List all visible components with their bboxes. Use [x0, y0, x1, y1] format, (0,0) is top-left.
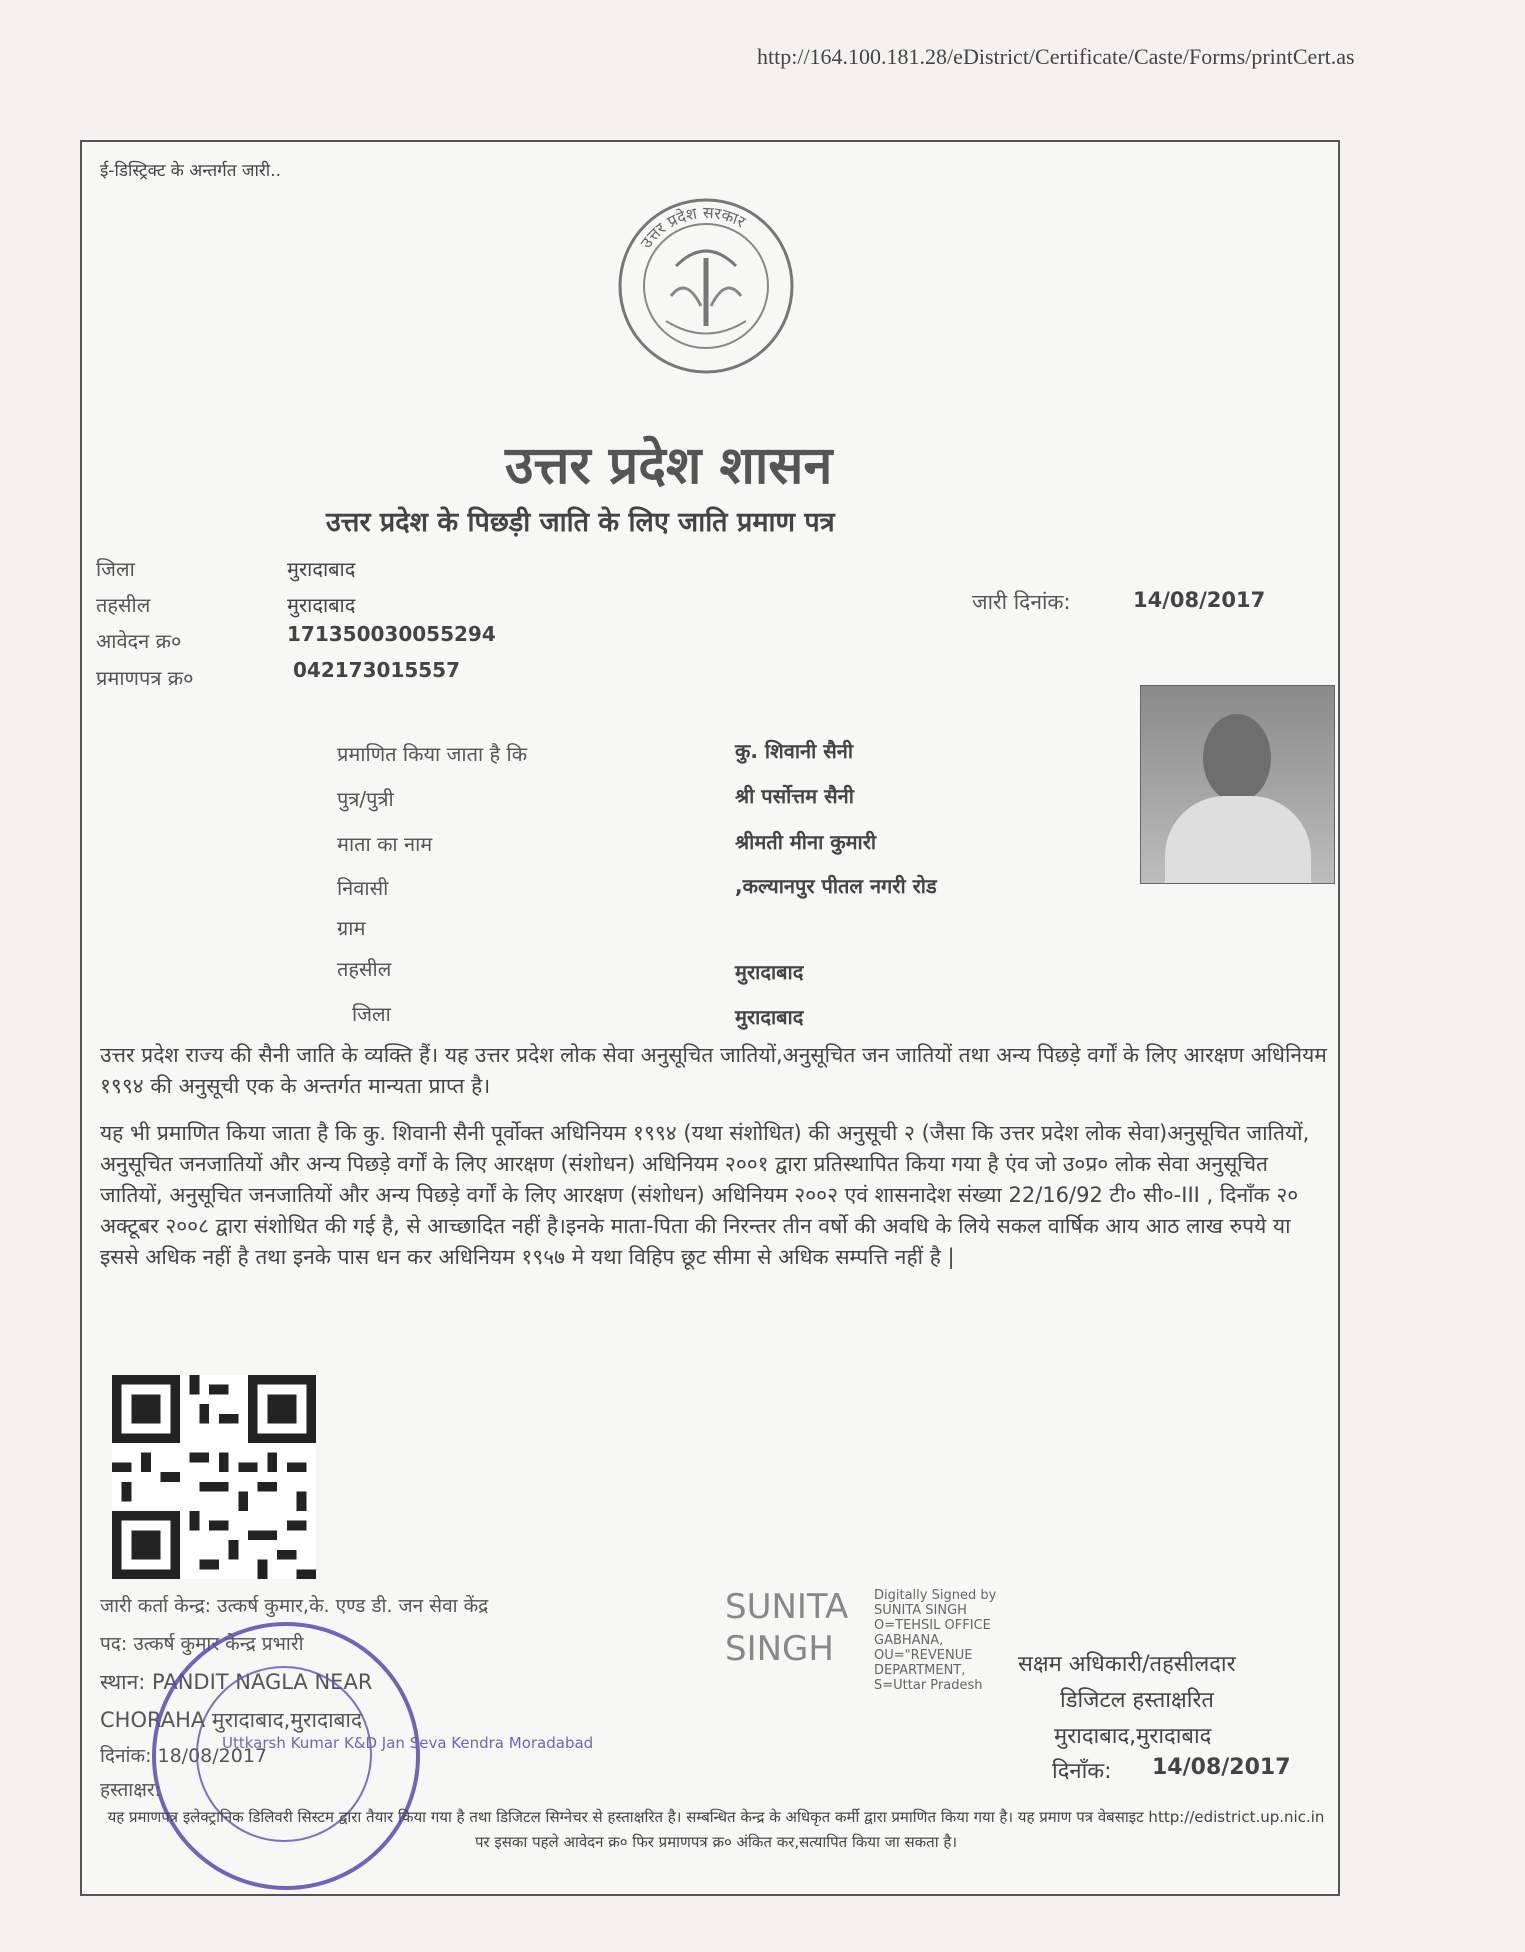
detail-value-name: कु. शिवानी सैनी: [735, 739, 854, 763]
svg-text:उत्तर प्रदेश सरकार: [636, 203, 749, 252]
detail-label-resident: निवासी: [337, 876, 389, 900]
url-header: http://164.100.181.28/eDistrict/Certificate/Caste/Forms/printCert.as: [757, 44, 1355, 69]
place-line-1: स्थान: PANDIT NAGLA NEAR: [100, 1670, 373, 1694]
applicant-photo: [1140, 685, 1335, 884]
certificate-no-label: प्रमाणपत्र क्र०: [96, 666, 194, 690]
authority-digital-signed: डिजिटल हस्ताक्षरित: [1060, 1688, 1214, 1713]
detail-label-district: जिला: [352, 1002, 391, 1026]
certificate-paragraph-1: उत्तर प्रदेश राज्य की सैनी जाति के व्यक्ति हैं। यह उत्तर प्रदेश लोक सेवा अनुसूचित जातियों,अनुसूचित जन जातियों तथा अन्य पिछड़े वर्गों के लिए आरक्षण अधिनियम १९९४ की अनुसूची एक के अन्तर्गत मान्यता प्राप्त है।: [100, 1043, 1327, 1098]
detail-label-son-daughter: पुत्र/पुत्री: [337, 787, 394, 811]
tehsil-value: मुरादाबाद: [287, 593, 356, 617]
photo-face: [1203, 714, 1271, 802]
district-label: जिला: [96, 557, 135, 581]
detail-value-resident: ,कल्यानपुर पीतल नगरी रोड: [735, 874, 937, 898]
signature-label: हस्ताक्षर:: [100, 1779, 162, 1801]
certificate-paragraph-2: यह भी प्रमाणित किया जाता है कि कु. शिवानी सैनी पूर्वोक्त अधिनियम १९९४ (यथा संशोधित) की अनुसूची २ (जैसा कि उत्तर प्रदेश लोक सेवा)अनुसूचित जातियों, अनुसूचित जनजातियों और अन्य पिछड़े वर्गों के लिए आरक्षण (संशोधन) अधिनियम २००१ द्वारा प्रतिस्थापित किया गया है एंव जो उ०प्र० लोक सेवा अनुसूचित जातियों, अनुसूचित जनजातियों और अन्य पिछड़े वर्गों के लिए आरक्षण (संशोधन) अधिनियम २००२ एवं शासनादेश संख्या 22/16/92 टी० सी०-III , दिनाँक २० अक्टूबर २००८ द्वारा संशोधित की गई है, से आच्छादित नहीं है।इनके माता-पिता की निरन्तर तीन वर्षो की अवधि के लिये सकल वार्षिक आय आठ लाख रुपये या इससे अधिक नहीं है तथा इनके पास धन कर अधिनियम १९५७ मे यथा विहिप छूट सीमा से अधिक सम्पत्ति नहीं है |: [100, 1121, 1310, 1269]
detail-label-mother: माता का नाम: [337, 832, 433, 856]
authority-location: मुरादाबाद,मुरादाबाद: [1054, 1724, 1212, 1749]
district-value: मुरादाबाद: [287, 557, 356, 581]
authority-date: 14/08/2017: [1152, 1755, 1291, 1780]
authority-title: सक्षम अधिकारी/तहसीलदार: [1018, 1652, 1236, 1677]
state-title: उत्तर प्रदेश शासन: [505, 436, 833, 496]
place-line-2: CHORAHA मुरादाबाद,मुरादाबाद: [100, 1708, 363, 1732]
application-no-label: आवेदन क्र०: [96, 629, 182, 653]
footer-date: दिनांक: 18/08/2017: [100, 1745, 268, 1767]
detail-value-father: श्री पर्सोत्तम सैनी: [735, 784, 854, 808]
digital-signature-note: Digitally Signed by SUNITA SINGH O=TEHSIL OFFICE GABHANA, OU="REVENUE DEPARTMENT, S=Uttar Pradesh: [874, 1588, 997, 1693]
issued-under-text: ई-डिस्ट्रिक्ट के अन्तर्गत जारी..: [100, 161, 282, 181]
up-emblem-seal: [616, 196, 796, 376]
detail-value-district: मुरादाबाद: [735, 1005, 804, 1029]
stamp-text: Uttkarsh Kumar K&D Jan Seva Kendra Moradabad: [222, 1734, 594, 1752]
authority-date-label: दिनाँक:: [1052, 1759, 1112, 1784]
certificate-no-value: 042173015557: [293, 658, 460, 682]
issue-date-value: 14/08/2017: [1133, 588, 1266, 612]
detail-value-mother: श्रीमती मीना कुमारी: [735, 830, 877, 854]
issuing-centre: जारी कर्ता केन्द्र: उत्कर्ष कुमार,के. एण्ड डी. जन सेवा केंद्र: [100, 1595, 489, 1617]
detail-label-certified: प्रमाणित किया जाता है कि: [337, 742, 528, 766]
emblem-text: उत्तर प्रदेश सरकार: [636, 202, 749, 252]
application-no-value: 171350030055294: [287, 622, 496, 646]
detail-label-tehsil: तहसील: [337, 957, 392, 981]
verification-note: यह प्रमाणपत्र इलेक्ट्रानिक डिलिवरी सिस्टम द्वारा तैयार किया गया है तथा डिजिटल सिग्नेचर से हस्ताक्षरित है। सम्बन्धित केन्द्र के अधिकृत कर्मी द्वारा प्रमाणित किया गया है। यह प्रमाण पत्र वेबसाइट http://edistrict.up.nic.in पर इसका पहले आवेदन क्र० फिर प्रमाणपत्र क्र० अंकित कर,सत्यापित किया जा सकता है।: [107, 1808, 1325, 1851]
tehsil-label: तहसील: [96, 593, 151, 617]
detail-value-tehsil: मुरादाबाद: [735, 960, 804, 984]
certificate-title: उत्तर प्रदेश के पिछड़ी जाति के लिए जाति प्रमाण पत्र: [326, 507, 835, 538]
detail-label-village: ग्राम: [337, 916, 366, 940]
photo-body: [1165, 796, 1311, 883]
signer-name: SUNITA SINGH: [725, 1587, 849, 1669]
issue-date-label: जारी दिनांक:: [972, 590, 1071, 614]
qr-code: [112, 1375, 316, 1579]
designation: पद: उत्कर्ष कुमार केन्द्र प्रभारी: [100, 1633, 304, 1655]
